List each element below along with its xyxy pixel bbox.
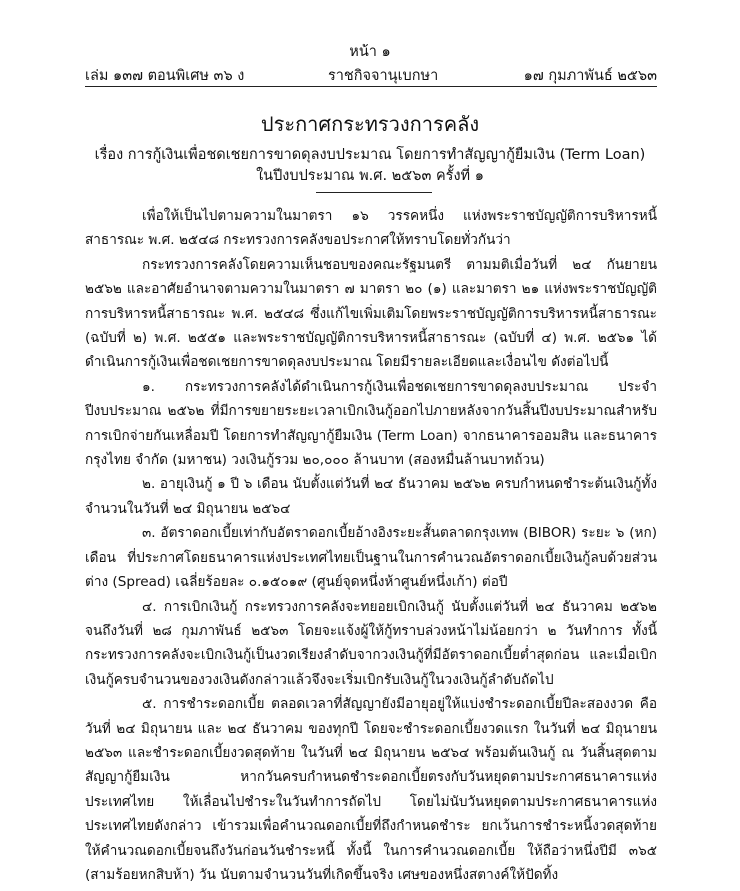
volume-issue: เล่ม ๑๓๗ ตอนพิเศษ ๓๖ ง [85, 68, 245, 84]
paragraph-item-1: ๑. กระทรวงการคลังได้ดำเนินการกู้เงินเพื่อชดเชยการขาดดุลงบประมาณ ประจำปีงบประมาณ ๒๕๖๒ ที่มีการขยายระยะเวลาเบิกเงินกู้ออกไปภายหลังจากวันสิ้นปีงบประมาณสำหรับการเบิกจ่ายกันเหลื่อมปี โดยการทำสัญญากู้ยืมเงิน (Term Loan) จากธนาคารออมสิน และธนาคารกรุงไทย จำกัด (มหาชน) วงเงินกู้รวม ๒๐,๐๐๐ ล้านบาท (สองหมื่นล้านบาทถ้วน) [85, 378, 657, 469]
title-rule [316, 192, 432, 193]
header-divider [85, 86, 657, 87]
paragraph-item-3: ๓. อัตราดอกเบี้ยเท่ากับอัตราดอกเบี้ยอ้างอิงระยะสั้นตลาดกรุงเทพ (BIBOR) ระยะ ๖ (หก) เดือน ที่ประกาศโดยธนาคารแห่งประเทศไทยเป็นฐานในการคำนวณอัตราดอกเบี้ยเงินกู้ลบด้วยส่วนต่าง (Spread) เฉลี่ยร้อยละ ๐.๑๕๐๑๙ (ศูนย์จุดหนึ่งห้าศูนย์หนึ่งเก้า) ต่อปี [85, 525, 657, 591]
paragraph-authority: กระทรวงการคลังโดยความเห็นชอบของคณะรัฐมนตรี ตามมติเมื่อวันที่ ๒๔ กันยายน ๒๕๖๒ และอาศัยอำนาจตามความในมาตรา ๗ มาตรา ๒๐ (๑) และมาตรา ๒๑ แห่งพระราชบัญญัติการบริหารหนี้สาธารณะ พ.ศ. ๒๕๔๘ ซึ่งแก้ไขเพิ่มเติมโดยพระราชบัญญัติการบริหารหนี้สาธารณะ (ฉบับที่ ๒) พ.ศ. ๒๕๕๑ และพระราชบัญญัติการบริหารหนี้สาธารณะ (ฉบับที่ ๔) พ.ศ. ๒๕๖๑ ได้ดำเนินการกู้เงินเพื่อชดเชยการขาดดุลงบประมาณ โดยมีรายละเอียดและเงื่อนไข ดังต่อไปนี้ [85, 256, 657, 371]
document-body [85, 204, 657, 887]
paragraph-preamble: เพื่อให้เป็นไปตามความในมาตรา ๑๖ วรรคหนึ่ง แห่งพระราชบัญญัติการบริหารหนี้สาธารณะ พ.ศ. ๒๕๔๘ กระทรวงการคลังขอประกาศให้ทราบโดยทั่วกันว่า [85, 208, 657, 249]
subject-line-2: ในปีงบประมาณ พ.ศ. ๒๕๖๓ ครั้งที่ ๑ [256, 168, 484, 184]
gazette-header [85, 64, 657, 86]
paragraph-item-4: ๔. การเบิกเงินกู้ กระทรวงการคลังจะทยอยเบิกเงินกู้ นับตั้งแต่วันที่ ๒๔ ธันวาคม ๒๕๖๒ จนถึงวันที่ ๒๘ กุมภาพันธ์ ๒๕๖๓ โดยจะแจ้งผู้ให้กู้ทราบล่วงหน้าไม่น้อยกว่า ๒ วันทำการ ทั้งนี้ กระทรวงการคลังจะเบิกเงินกู้เป็นงวดเรียงลำดับจากวงเงินกู้ที่มีอัตราดอกเบี้ยต่ำสุดก่อน และเมื่อเบิกเงินกู้ครบจำนวนของวงเงินดังกล่าวแล้วจึงจะเริ่มเบิกรับเงินกู้ในวงเงินกู้ลำดับถัดไป [85, 598, 657, 688]
document-title: ประกาศกระทรวงการคลัง [260, 112, 480, 136]
gazette-name: ราชกิจจานุเบกษา [328, 68, 439, 84]
paragraph-item-5: ๕. การชำระดอกเบี้ย ตลอดเวลาที่สัญญายังมีอายุอยู่ให้แบ่งชำระดอกเบี้ยปีละสองงวด คือ วันที่ ๒๔ มิถุนายน และ ๒๔ ธันวาคม ของทุกปี โดยจะชำระดอกเบี้ยงวดแรก ในวันที่ ๒๔ มิถุนายน ๒๕๖๓ และชำระดอกเบี้ยงวดสุดท้าย ในวันที่ ๒๔ มิถุนายน ๒๕๖๔ พร้อมต้นเงินกู้ ณ วันสิ้นสุดตามสัญญากู้ยืมเงิน หากวันครบกำหนดชำระดอกเบี้ยตรงกับวันหยุดตามประกาศธนาคารแห่งประเทศไทย ให้เลื่อนไปชำระในวันทำการถัดไป โดยไม่นับวันหยุดตามประกาศธนาคารแห่งประเทศไทยดังกล่าว เข้ารวมเพื่อคำนวณดอกเบี้ยที่ถึงกำหนดชำระ ยกเว้นการชำระหนี้งวดสุดท้ายให้คำนวณดอกเบี้ยจนถึงวันก่อนวันชำระหนี้ ทั้งนี้ ในการคำนวณดอกเบี้ย ให้ถือว่าหนึ่งปีมี ๓๖๕ (สามร้อยหกสิบห้า) วัน นับตามจำนวนวันที่เกิดขึ้นจริง เศษของหนึ่งสตางค์ให้ปัดทิ้ง [85, 696, 657, 883]
page-number: หน้า ๑ [349, 44, 391, 60]
subject-line-1: เรื่อง การกู้เงินเพื่อชดเชยการขาดดุลงบประมาณ โดยการทำสัญญากู้ยืมเงิน (Term Loan) [94, 147, 646, 163]
publication-date: ๑๗ กุมภาพันธ์ ๒๕๖๓ [523, 68, 657, 84]
paragraph-item-2: ๒. อายุเงินกู้ ๑ ปี ๖ เดือน นับตั้งแต่วันที่ ๒๔ ธันวาคม ๒๕๖๒ ครบกำหนดชำระต้นเงินกู้ทั้งจำนวนในวันที่ ๒๔ มิถุนายน ๒๕๖๔ [85, 476, 657, 517]
